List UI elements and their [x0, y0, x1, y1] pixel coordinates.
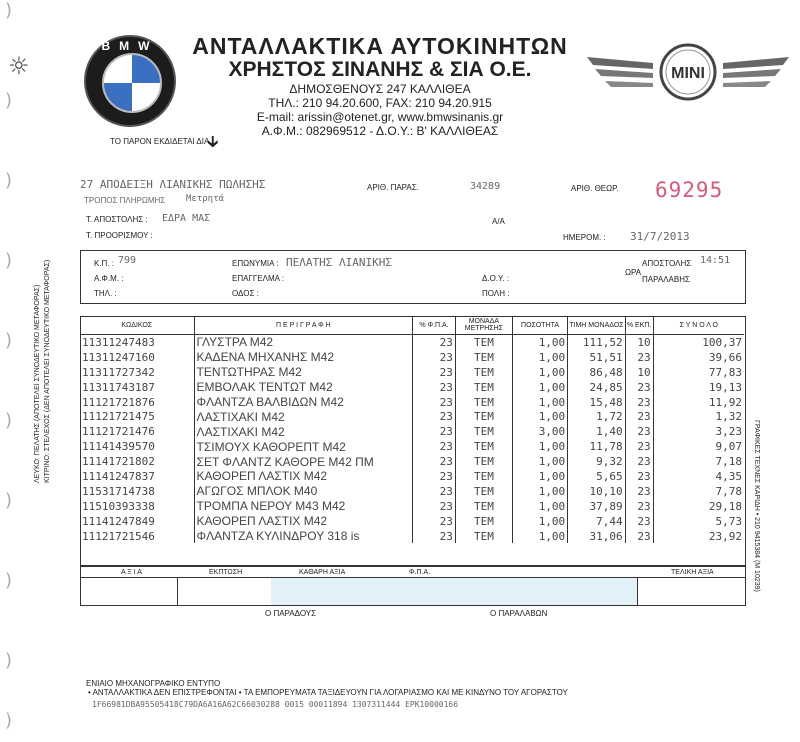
table-row: [80, 484, 744, 499]
column-header: Σ Υ Ν Ο Λ Ο: [653, 316, 744, 335]
table-cell: 23: [413, 454, 456, 469]
table-cell: 23: [625, 484, 653, 499]
table-cell: TEM: [455, 395, 512, 410]
receiver-signature-label: Ο ΠΑΡΑΛΑΒΩΝ: [490, 609, 548, 618]
table-cell: 1,00: [512, 335, 567, 350]
table-row: [80, 365, 744, 380]
mini-logo-text: MINI: [671, 65, 705, 82]
table-cell: ΤΣΙΜΟΥΧ ΚΑΘΟΡΕΠΤ M42: [194, 439, 413, 454]
net-value-field: [271, 578, 378, 605]
payment-label: ΤΡΟΠΟΣ ΠΛΗΡΩΜΗΣ: [84, 196, 166, 205]
table-cell: TEM: [455, 514, 512, 529]
table-cell: 1,00: [512, 529, 567, 544]
table-cell: 23: [625, 454, 653, 469]
punch-hole: ): [5, 330, 13, 351]
table-cell: ΚΑΔΕΝΑ ΜΗΧΑΝΗΣ M42: [194, 350, 413, 365]
dispatch-label: ΑΠΟΣΤΟΛΗΣ: [642, 259, 692, 268]
table-cell: ΤΡΟΜΠΑ ΝΕΡΟΥ M43 M42: [194, 499, 413, 514]
table-cell: 3,00: [512, 424, 567, 439]
table-cell: 24,85: [568, 380, 625, 395]
table-cell: 23: [413, 484, 456, 499]
table-cell: 11121721475: [80, 409, 194, 424]
table-cell: TEM: [455, 424, 512, 439]
copy-note-white: ΛΕΥΚΟ: ΠΕΛΑΤΗΣ (ΑΠΟΤΕΛΕΙ ΣΥΝΟΔΕΥΤΙΚΟ ΜΕΤΑΦΟΡΑΣ): [34, 284, 41, 483]
dispatch-time: 14:51: [700, 255, 731, 266]
column-header: ΚΩΔΙΚΟΣ: [80, 316, 194, 335]
arrow-down-icon: 🡳: [207, 134, 219, 151]
table-cell: 11121721876: [80, 395, 194, 410]
aa-label: Α/Α: [492, 217, 505, 226]
doc-type: 27 ΑΠΟΔΕΙΞΗ ΛΙΑΝΙΚΗΣ ΠΩΛΗΣΗΣ: [80, 178, 266, 191]
table-cell: 23: [625, 380, 653, 395]
table-cell: 86,48: [568, 365, 625, 380]
table-cell: 11121721476: [80, 424, 194, 439]
table-cell: 23: [413, 514, 456, 529]
table-cell: 23: [625, 499, 653, 514]
sun-icon: ☼: [8, 52, 30, 80]
table-cell: 11141247849: [80, 514, 194, 529]
table-cell: 3,23: [715, 425, 742, 439]
table-cell: ΤΕΝΤΩΤΗΡΑΣ M42: [194, 365, 413, 380]
table-cell: TEM: [455, 350, 512, 365]
punch-hole: ): [5, 170, 13, 191]
table-cell: TEM: [455, 380, 512, 395]
table-cell: 5,73: [715, 514, 742, 528]
customer-code: 799: [118, 255, 137, 266]
table-cell: ΦΛΑΝΤΖΑ ΒΑΛΒΙΔΩΝ M42: [194, 395, 413, 410]
totals-separator: [177, 578, 178, 605]
table-cell: 11141439570: [80, 439, 194, 454]
company-address: ΔΗΜΟΣΘΕΝΟΥΣ 247 ΚΑΛΛΙΘΕΑ: [289, 82, 471, 96]
table-row: [80, 529, 744, 544]
printer-note: ΓΡΑΦΙΚΕΣ ΤΕΧΝΕΣ ΚΑΡΙΔΗ • 210 9415384 (Μ 10239): [753, 420, 760, 592]
table-cell: 4,35: [715, 469, 742, 483]
table-cell: 23,92: [708, 529, 742, 543]
table-cell: 39,66: [708, 350, 742, 364]
table-cell: 1,72: [568, 409, 625, 424]
customer-afm-label: Α.Φ.Μ. :: [94, 274, 124, 283]
table-cell: 23: [625, 409, 653, 424]
table-row: [80, 499, 744, 514]
table-cell: ΚΑΘΟΡΕΠ ΛΑΣΤΙΧ M42: [194, 469, 413, 484]
signature-code: 1F66981DBA95505418C79DA6A16A62C66030288 0015 00011894 1307311444 EPK10000166: [92, 700, 459, 709]
table-cell: 1,00: [512, 499, 567, 514]
table-cell: 23: [413, 469, 456, 484]
table-cell: 23: [625, 469, 653, 484]
table-cell: 11311247483: [80, 335, 194, 350]
table-cell: ΓΛΥΣΤΡΑ M42: [194, 335, 413, 350]
owner-name: ΧΡΗΣΤΟΣ ΣΙΝΑΝΗΣ & ΣΙΑ Ο.Ε.: [228, 58, 532, 81]
punch-hole: ): [5, 90, 13, 111]
customer-city-label: ΠΟΛΗ :: [482, 289, 510, 298]
table-cell: 23: [625, 529, 653, 544]
totals-box: [80, 566, 746, 606]
table-cell: 9,32: [568, 454, 625, 469]
receipt-no: 34289: [470, 181, 501, 192]
punch-hole: ): [5, 250, 13, 271]
table-cell: 7,18: [715, 455, 742, 469]
table-cell: 23: [413, 409, 456, 424]
table-cell: 23: [413, 499, 456, 514]
table-cell: 1,00: [512, 395, 567, 410]
table-cell: 23: [413, 439, 456, 454]
column-header: % Φ.Π.Α.: [413, 316, 456, 335]
table-cell: ΕΜΒΟΛΑΚ ΤΕΝΤΩΤ M42: [194, 380, 413, 395]
punch-hole: ): [5, 410, 13, 431]
receipt-label: ΠΑΡΑΛΑΒΗΣ: [642, 275, 690, 284]
customer-doy-label: Δ.Ο.Υ. :: [482, 274, 509, 283]
table-cell: TEM: [455, 499, 512, 514]
table-cell: TEM: [455, 469, 512, 484]
table-cell: ΦΛΑΝΤΖΑ ΚΥΛΙΝΔΡΟΥ 318 is: [194, 529, 413, 544]
table-cell: 23: [413, 335, 456, 350]
table-cell: ΣΕΤ ΦΛΑΝΤΖ ΚΑΘΟΡΕ M42 ΠΜ: [194, 454, 413, 469]
bmw-roundel: [102, 53, 162, 113]
table-cell: 23: [625, 350, 653, 365]
table-cell: 1,00: [512, 350, 567, 365]
date-value: 31/7/2013: [630, 230, 690, 243]
date-label: ΗΜΕΡΟΜ. :: [563, 233, 606, 242]
table-cell: 23: [413, 365, 456, 380]
deliverer-signature-label: Ο ΠΑΡΑΔΟΥΣ: [265, 609, 317, 618]
table-row: [80, 424, 744, 439]
table-cell: 11,78: [568, 439, 625, 454]
value-label: Α Ξ Ι Α: [121, 569, 142, 576]
table-cell: 111,52: [568, 335, 625, 350]
table-cell: 23: [413, 395, 456, 410]
form-note: ΕΝΙΑΙΟ ΜΗΧΑΝΟΓΡΑΦΙΚΟ ΕΝΤΥΠΟ: [86, 679, 221, 688]
table-cell: TEM: [455, 454, 512, 469]
table-cell: 11510393338: [80, 499, 194, 514]
table-row: [80, 350, 744, 365]
table-cell: 23: [625, 395, 653, 410]
table-cell: 51,51: [568, 350, 625, 365]
punch-hole: ): [5, 650, 13, 671]
table-row: [80, 439, 744, 454]
destination-label: Τ. ΠΡΟΟΡΙΣΜΟΥ :: [86, 231, 153, 240]
table-cell: TEM: [455, 409, 512, 424]
table-header-row: [80, 316, 744, 335]
table-row: [80, 469, 744, 484]
table-cell: 1,00: [512, 484, 567, 499]
table-cell: 23: [413, 380, 456, 395]
table-cell: 37,89: [568, 499, 625, 514]
table-cell: TEM: [455, 484, 512, 499]
table-row: [80, 514, 744, 529]
vat-field: [377, 578, 508, 605]
table-cell: 23: [413, 424, 456, 439]
table-cell: 7,44: [568, 514, 625, 529]
payment-value: Μετρητά: [186, 194, 224, 204]
table-cell: TEM: [455, 335, 512, 350]
table-cell: ΛΑΣΤΙΧΑΚΙ M42: [194, 409, 413, 424]
punch-holes: [5, 0, 17, 742]
table-cell: TEM: [455, 439, 512, 454]
sender-value: ΕΔΡΑ ΜΑΣ: [162, 213, 211, 224]
company-name: ΑΝΤΑΛΛΑΚΤΙΚΑ ΑΥΤΟΚΙΝΗΤΩΝ: [192, 33, 568, 59]
table-row: [80, 335, 744, 350]
customer-name: ΠΕΛΑΤΗΣ ΛΙΑΝΙΚΗΣ: [286, 256, 392, 269]
table-cell: 7,78: [715, 484, 742, 498]
letterhead: [180, 34, 580, 138]
vat-label: Φ.Π.Α.: [409, 569, 431, 576]
table-cell: 1,00: [512, 439, 567, 454]
table-cell: 11531714738: [80, 484, 194, 499]
net-value-label: ΚΑΘΑΡΗ ΑΞΙΑ: [299, 569, 346, 576]
table-row: [80, 395, 744, 410]
table-cell: 23: [625, 424, 653, 439]
customer-tel-label: ΤΗΛ. :: [94, 289, 117, 298]
cert-no-label: ΑΡΙΘ. ΘΕΩΡ.: [571, 184, 619, 193]
table-cell: 11141721802: [80, 454, 194, 469]
table-cell: 5,65: [568, 469, 625, 484]
sender-label: Τ. ΑΠΟΣΤΟΛΗΣ :: [86, 215, 148, 224]
bmw-logo: [84, 35, 176, 127]
table-cell: 19,13: [708, 380, 742, 394]
company-phone-fax: ΤΗΛ.: 210 94.20.600, FAX: 210 94.20.915: [268, 96, 492, 110]
table-cell: 11121721546: [80, 529, 194, 544]
company-email-web: E-mail: arissin@otenet.gr, www.bmwsinanis.gr: [256, 110, 504, 124]
table-cell: 77,83: [708, 365, 742, 379]
customer-job-label: ΕΠΑΓΓΕΛΜΑ :: [232, 274, 284, 283]
table-cell: 23: [413, 350, 456, 365]
customer-code-label: Κ.Π. :: [94, 259, 115, 268]
table-cell: 29,18: [708, 499, 742, 513]
table-cell: 11311247160: [80, 350, 194, 365]
copy-note-yellow: ΚΙΤΡΙΝΟ: ΣΤΕΛΕΧΟΣ (ΔΕΝ ΑΠΟΤΕΛΕΙ ΣΥΝΟΔΕΥΤΙΚΟ ΜΕΤΑΦΟΡΑΣ): [44, 259, 51, 483]
table-cell: TEM: [455, 365, 512, 380]
hour-label: ΩΡΑ: [625, 268, 642, 277]
table-cell: 11311743187: [80, 380, 194, 395]
punch-hole: ): [5, 0, 13, 21]
table-cell: 1,00: [512, 409, 567, 424]
table-cell: 11141247837: [80, 469, 194, 484]
table-cell: 1,40: [568, 424, 625, 439]
table-cell: ΛΑΣΤΙΧΑΚΙ M42: [194, 424, 413, 439]
table-cell: 23: [413, 529, 456, 544]
table-row: [80, 454, 744, 469]
column-header: Π Ε Ρ Ι Γ Ρ Α Φ Η: [194, 316, 413, 335]
table-cell: 10: [625, 335, 653, 350]
customer-street-label: ΟΔΟΣ :: [232, 289, 259, 298]
column-header: ΤΙΜΗ ΜΟΝΑΔΟΣ: [568, 316, 625, 335]
table-cell: 1,00: [512, 454, 567, 469]
table-row: [80, 380, 744, 395]
table-cell: 1,00: [512, 514, 567, 529]
table-cell: ΑΓΩΓΟΣ ΜΠΛΟΚ M40: [194, 484, 413, 499]
mini-logo: [583, 43, 793, 101]
table-cell: 100,37: [702, 335, 742, 349]
table-cell: ΚΑΘΟΡΕΠ ΛΑΣΤΙΧ M42: [194, 514, 413, 529]
table-cell: 10: [625, 365, 653, 380]
vat-field-2: [507, 578, 638, 605]
customer-name-label: ΕΠΩΝΥΜΙΑ :: [232, 259, 279, 268]
table-cell: 1,00: [512, 365, 567, 380]
column-header: ΠΟΣΟΤΗΤΑ: [512, 316, 567, 335]
table-cell: 1,00: [512, 469, 567, 484]
company-tax-info: Α.Φ.Μ.: 082969512 - Δ.Ο.Υ.: Β' ΚΑΛΛΙΘΕΑΣ: [261, 124, 499, 138]
column-header: ΜΟΝΑΔΑ ΜΕΤΡΗΣΗΣ: [455, 316, 512, 335]
punch-hole: ): [5, 490, 13, 511]
punch-hole: ): [5, 710, 13, 731]
table-cell: 15,48: [568, 395, 625, 410]
table-cell: 1,00: [512, 380, 567, 395]
serial-number: 69295: [655, 178, 724, 202]
receipt-no-label: ΑΡΙΘ. ΠΑΡΑΣ.: [367, 183, 419, 192]
table-row: [80, 409, 744, 424]
table-cell: 23: [625, 514, 653, 529]
bmw-logo-text: BMW: [101, 39, 159, 53]
punch-hole: ): [5, 570, 13, 591]
disclaimer: • ΑΝΤΑΛΛΑΚΤΙΚΑ ΔΕΝ ΕΠΙΣΤΡΕΦΟΝΤΑΙ • ΤΑ ΕΜΠΟΡΕΥΜΑΤΑ ΤΑΞΙΔΕΥΟΥΝ ΓΙΑ ΛΟΓΑΡΙΑΣΜΟ ΚΑΙ ΜΕ ΚΙΝΔΥΝΟ ΤΟΥ ΑΓΟΡΑΣΤΟΥ: [88, 688, 568, 697]
table-cell: 1,32: [715, 410, 742, 424]
table-cell: 9,07: [715, 440, 742, 454]
table-cell: TEM: [455, 529, 512, 544]
final-value-label: ΤΕΛΙΚΗ ΑΞΙΑ: [671, 569, 714, 576]
table-cell: 31,06: [568, 529, 625, 544]
table-cell: 10,10: [568, 484, 625, 499]
items-table: [80, 316, 744, 543]
table-cell: 11311727342: [80, 365, 194, 380]
table-cell: 23: [625, 439, 653, 454]
column-header: % ΕΚΠ.: [625, 316, 653, 335]
issued-note: ΤΟ ΠΑΡΟΝ ΕΚΔΙΔΕΤΑΙ ΔΙΑ: [110, 137, 210, 146]
discount-label: ΕΚΠΤΩΣΗ: [209, 569, 243, 576]
table-cell: 11,92: [708, 395, 742, 409]
